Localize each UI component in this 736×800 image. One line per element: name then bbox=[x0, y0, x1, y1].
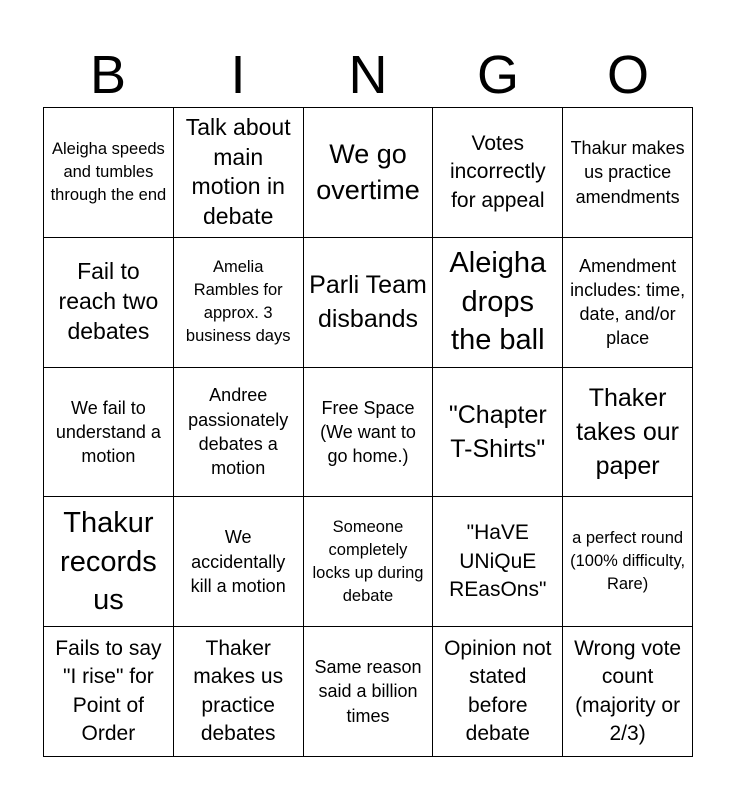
bingo-cell[interactable] bbox=[174, 368, 304, 498]
cell-text: a perfect round (100% difficulty, Rare) bbox=[570, 529, 686, 594]
cell-text: Aleigha drops the ball bbox=[449, 247, 547, 357]
bingo-cell[interactable] bbox=[44, 627, 174, 757]
bingo-cell[interactable] bbox=[563, 497, 693, 627]
title-letter-b: B bbox=[89, 45, 127, 105]
cell-text: Fails to say "I rise" for Point of Order bbox=[55, 636, 162, 746]
cell-text: Amendment includes: time, date, and/or place bbox=[570, 255, 686, 349]
bingo-cell[interactable] bbox=[433, 368, 563, 498]
cell-text: Thaker takes our paper bbox=[576, 383, 680, 480]
bingo-cell[interactable] bbox=[563, 238, 693, 368]
cell-text: Talk about main motion in debate bbox=[185, 113, 291, 230]
bingo-board bbox=[43, 107, 693, 757]
cell-text: Thakur makes us practice amendments bbox=[570, 137, 685, 207]
cell-text: Votes incorrectly for appeal bbox=[449, 131, 546, 212]
cell-text: We go overtime bbox=[316, 138, 420, 206]
bingo-cell[interactable] bbox=[304, 497, 434, 627]
bingo-cell[interactable] bbox=[563, 108, 693, 238]
cell-text: Andree passionately debates a motion bbox=[188, 385, 289, 479]
title-letter-g: G bbox=[476, 45, 519, 105]
cell-text: We fail to understand a motion bbox=[55, 397, 161, 467]
cell-text: Free Space (We want to go home.) bbox=[320, 397, 416, 467]
cell-text: Wrong vote count (majority or 2/3) bbox=[574, 636, 682, 746]
cell-text: Same reason said a billion times bbox=[314, 657, 422, 726]
bingo-cell[interactable] bbox=[174, 108, 304, 238]
bingo-cell[interactable] bbox=[563, 627, 693, 757]
cell-text: Someone completely locks up during debate bbox=[312, 517, 424, 605]
cell-text: Parli Team disbands bbox=[309, 271, 427, 334]
cell-text: "HaVE UNiQuE REasOns" bbox=[449, 520, 547, 602]
bingo-cell[interactable] bbox=[44, 108, 174, 238]
bingo-cell[interactable] bbox=[174, 497, 304, 627]
cell-text: Thakur records us bbox=[60, 506, 157, 617]
bingo-cell[interactable] bbox=[304, 627, 434, 757]
bingo-cell[interactable] bbox=[304, 238, 434, 368]
bingo-cell[interactable] bbox=[44, 368, 174, 498]
cell-text: Opinion not stated before debate bbox=[444, 636, 552, 746]
bingo-cell[interactable] bbox=[433, 238, 563, 368]
title-letter-o: O bbox=[606, 45, 649, 105]
cell-text: Amelia Rambles for approx. 3 business days bbox=[185, 258, 291, 346]
free-space-cell[interactable] bbox=[304, 368, 434, 498]
bingo-cell[interactable] bbox=[433, 497, 563, 627]
title-letter-i: I bbox=[230, 45, 246, 105]
cell-text: "Chapter T-Shirts" bbox=[448, 400, 547, 463]
bingo-cell[interactable] bbox=[433, 627, 563, 757]
bingo-cell[interactable] bbox=[563, 368, 693, 498]
bingo-cell[interactable] bbox=[433, 108, 563, 238]
cell-text: Aleigha speeds and tumbles through the end bbox=[50, 139, 167, 204]
bingo-cell[interactable] bbox=[44, 238, 174, 368]
cell-text: Fail to reach two debates bbox=[58, 258, 159, 345]
bingo-cell[interactable] bbox=[174, 627, 304, 757]
bingo-cell[interactable] bbox=[304, 108, 434, 238]
bingo-title bbox=[43, 44, 693, 106]
cell-text: We accidentally kill a motion bbox=[190, 527, 286, 596]
cell-text: Thaker makes us practice debates bbox=[193, 636, 284, 746]
title-letter-n: N bbox=[348, 45, 388, 105]
bingo-cell[interactable] bbox=[174, 238, 304, 368]
bingo-cell[interactable] bbox=[44, 497, 174, 627]
